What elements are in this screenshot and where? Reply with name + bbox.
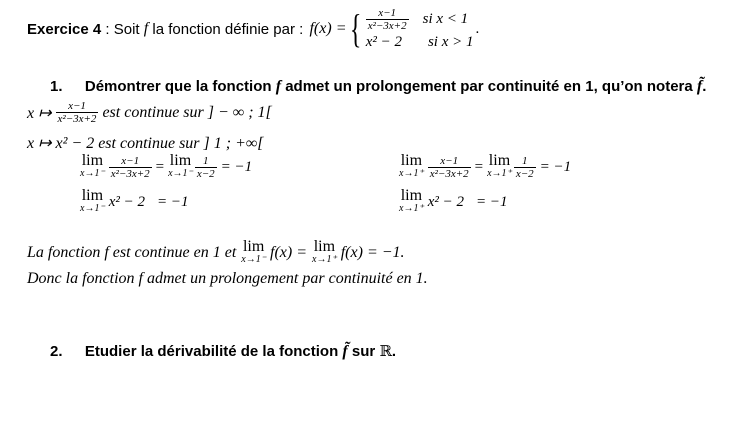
case-1-numerator: x−1	[366, 7, 409, 20]
case-2-condition: si x > 1	[427, 33, 474, 50]
right-limit-1-lim2: lim x→1⁺	[487, 152, 512, 179]
cases-brace: {	[350, 6, 362, 51]
case-2-expression: x² − 2	[365, 33, 402, 50]
question-1	[50, 78, 706, 96]
right-limit-2-result: = −1	[476, 193, 508, 210]
case-1-condition: si x < 1	[422, 10, 469, 27]
case-1-fraction	[366, 7, 409, 32]
left-limit-1-result: = −1	[220, 158, 253, 175]
right-limit-2-expr: x² − 2	[427, 193, 464, 210]
conclusion-1-fx: f(x) =	[270, 244, 308, 261]
question-1-number: 1.	[50, 78, 63, 95]
conclusion-1-fx2: f(x) = −1.	[340, 244, 405, 261]
continuity-line-2	[27, 133, 264, 153]
case-1-denominator: x²−3x+2	[367, 19, 407, 32]
exercise-statement	[27, 4, 479, 54]
question-2-text: Etudier la dérivabilité de la fonction	[84, 343, 343, 360]
function-name: f	[143, 20, 149, 37]
question-2-ftilde: f̃	[342, 343, 348, 360]
function-fx: f(x) =	[309, 20, 347, 37]
right-limit-1: lim x→1⁺ $\frac{x-1}{\text{x²−3x+2}}$ = lim x→1⁺ $\frac{1}{x-2}$ = −1	[399, 152, 572, 180]
exercise-def-text: la fonction définie par :	[148, 20, 308, 38]
left-limit-2-lim: lim x→1⁻	[80, 187, 105, 214]
question-2-end: .	[391, 343, 397, 360]
continuity-line-1	[27, 100, 272, 125]
conclusion-1-lim-left: lim x→1⁻	[241, 238, 267, 265]
exercise-label: Exercice 4	[27, 20, 102, 38]
right-limit-1-fraction: $\frac{x-1}{\text{x²−3x+2}}$	[429, 154, 469, 180]
continuity-1-fraction	[56, 100, 99, 125]
conclusion-1-lim-right: lim x→1⁺	[312, 238, 337, 265]
conclusion-line-2	[27, 270, 428, 288]
case-2	[366, 32, 474, 52]
continuity-1-map: x ↦	[27, 104, 52, 122]
piecewise-cases	[366, 7, 474, 52]
continuity-1-denominator: x²−3x+2	[57, 113, 97, 125]
question-1-ftilde: f̃	[696, 78, 703, 95]
question-2-number: 2.	[50, 343, 63, 360]
right-limit-2-lim: lim x→1⁺	[399, 187, 424, 214]
question-1-text2: admet un prolongement par continuité en 1, qu’on notera	[281, 78, 697, 95]
exercise-intro: : Soit	[101, 20, 144, 38]
left-limit-1: lim x→1⁻ $\frac{x-1}{\text{x²−3x+2}}$ = lim x→1⁻ $\frac{1}{x-2}$ = −1	[80, 152, 253, 180]
left-limit-1-lim: lim x→1⁻	[80, 152, 105, 179]
conclusion-2-text: Donc la fonction f admet un prolongement par continuité en 1.	[27, 270, 428, 287]
left-limit-2-expr: x² − 2	[108, 193, 145, 210]
continuity-2-text: x ↦ x² − 2 est continue sur ] 1 ; +∞[	[27, 135, 264, 152]
conclusion-line-1	[27, 240, 405, 266]
right-limit-1-result: = −1	[539, 158, 572, 175]
right-limit-2	[399, 189, 508, 215]
left-limit-1-lim2: lim x→1⁻	[168, 152, 193, 179]
right-limit-1-lim: lim x→1⁺	[399, 152, 424, 179]
statement-period: .	[475, 20, 480, 37]
continuity-1-text: est continue sur ] − ∞ ; 1[	[102, 103, 272, 121]
continuity-1-numerator: x−1	[56, 100, 99, 113]
question-2-text2: sur	[347, 343, 380, 360]
question-1-f: f	[275, 78, 282, 95]
question-2	[50, 342, 396, 361]
question-1-text: Démontrer que la fonction	[84, 78, 276, 95]
conclusion-1-text: La fonction f est continue en 1 et	[27, 244, 237, 261]
case-1	[366, 7, 474, 32]
question-2-R: ℝ	[379, 342, 392, 360]
question-1-end: .	[702, 78, 707, 95]
left-limit-1-fraction2: $\frac{1}{x-2}$	[196, 154, 215, 180]
left-limit-2-result: = −1	[157, 193, 189, 210]
left-limit-2	[80, 189, 189, 215]
left-limit-1-fraction: $\frac{x-1}{\text{x²−3x+2}}$	[110, 154, 150, 180]
right-limit-1-fraction2: $\frac{1}{x-2}$	[515, 154, 534, 180]
